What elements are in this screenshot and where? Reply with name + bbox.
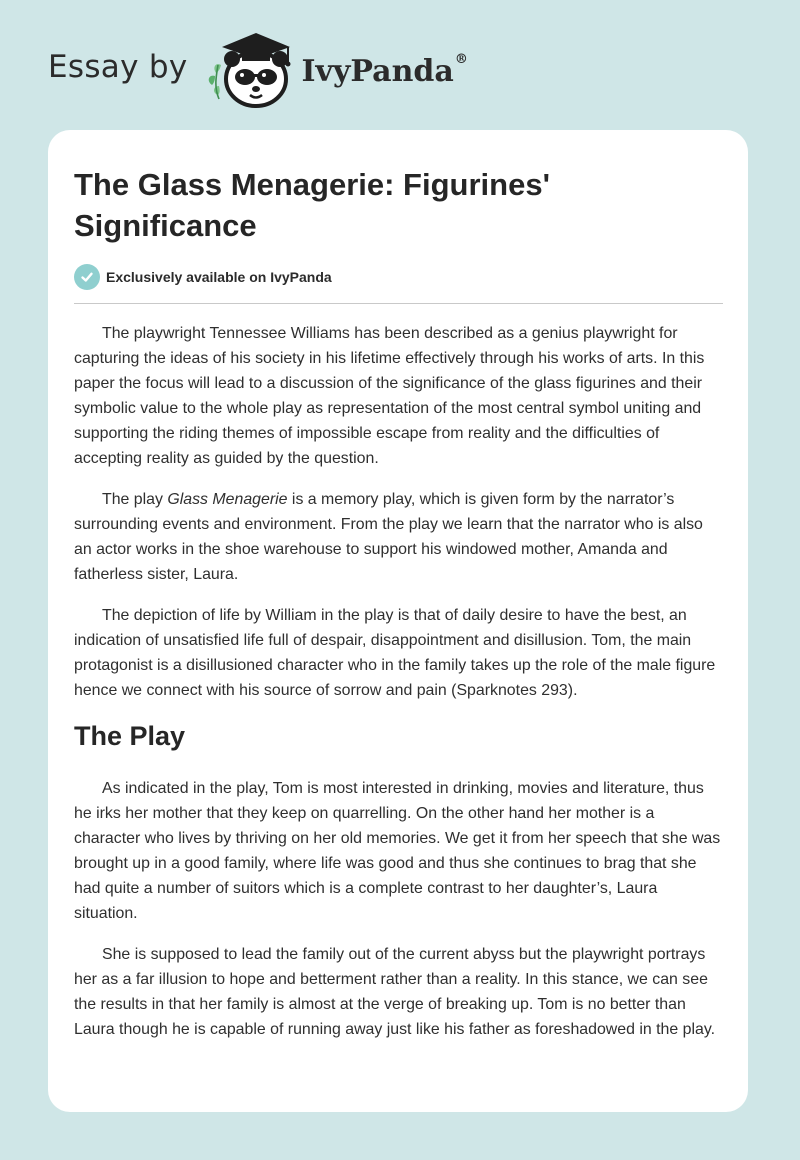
- essay-body: [74, 321, 724, 1058]
- paragraph-text: is a memory play, which is given form by the narrator’s surrounding events and environment. From the play we learn that the narrator who is also an actor works in the shoe warehouse to support his windowed mother, Amanda and fatherless sister, Laura.: [74, 491, 703, 583]
- panda-logo-icon[interactable]: [202, 29, 298, 111]
- paragraph: She is supposed to lead the family out of the current abyss but the playwright portrays her as a far illusion to hope and betterment rather than a reality. In this stance, we can see the results in that her family is almost at the verge of breaking up. Tom is no better than Laura though he is capable of running away just like his father as foreshadowed in the play.: [74, 946, 716, 1038]
- paragraph: As indicated in the play, Tom is most interested in drinking, movies and literature, thus he irks her mother that they keep on quarrelling. On the other hand her mother is a character who lives by thriving on her old memories. We get it from her speech that she was brought up in a good family, where life was good and thus she continues to brag that she had quite a number of suitors which is a complete contrast to her daughter’s, Laura situation.: [74, 780, 721, 922]
- essay-card: [48, 130, 748, 1112]
- brand-name[interactable]: [301, 51, 468, 89]
- paragraph-text: The play: [102, 491, 168, 508]
- check-circle-icon: [74, 264, 100, 290]
- registered-mark: ®: [454, 51, 468, 67]
- ivy-leaves-icon: [208, 64, 220, 99]
- paragraph: [74, 487, 724, 587]
- exclusive-label: Exclusively available on IvyPanda: [106, 269, 332, 285]
- site-header: [48, 30, 468, 110]
- page-title: The Glass Menagerie: Figurines' Significance: [74, 167, 550, 243]
- section-heading: The Play: [74, 721, 186, 751]
- play-title-italic: Glass Menagerie: [167, 491, 288, 508]
- divider: [74, 303, 723, 304]
- essay-by-label: Essay by: [48, 49, 188, 85]
- paragraph: The depiction of life by William in the play is that of daily desire to have the best, an indication of unsatisfied life full of despair, disappointment and disillusion. Tom, the main protagonist is a disillusioned character who in the family takes up the role of the male figure hence we connect with his source of sorrow and pain (Sparknotes 293).: [74, 607, 716, 699]
- exclusive-badge: [74, 264, 332, 290]
- paragraph: The playwright Tennessee Williams has been described as a genius playwright for capturing the ideas of his society in his lifetime effectively through his works of arts. In this paper the focus will lead to a discussion of the significance of the glass figurines and their symbolic value to the whole play as representation of the most central symbol uniting and supporting the riding themes of impossible escape from reality and the difficulties of accepting reality as guided by the question.: [74, 325, 705, 467]
- brand-text: IvyPanda: [301, 53, 454, 89]
